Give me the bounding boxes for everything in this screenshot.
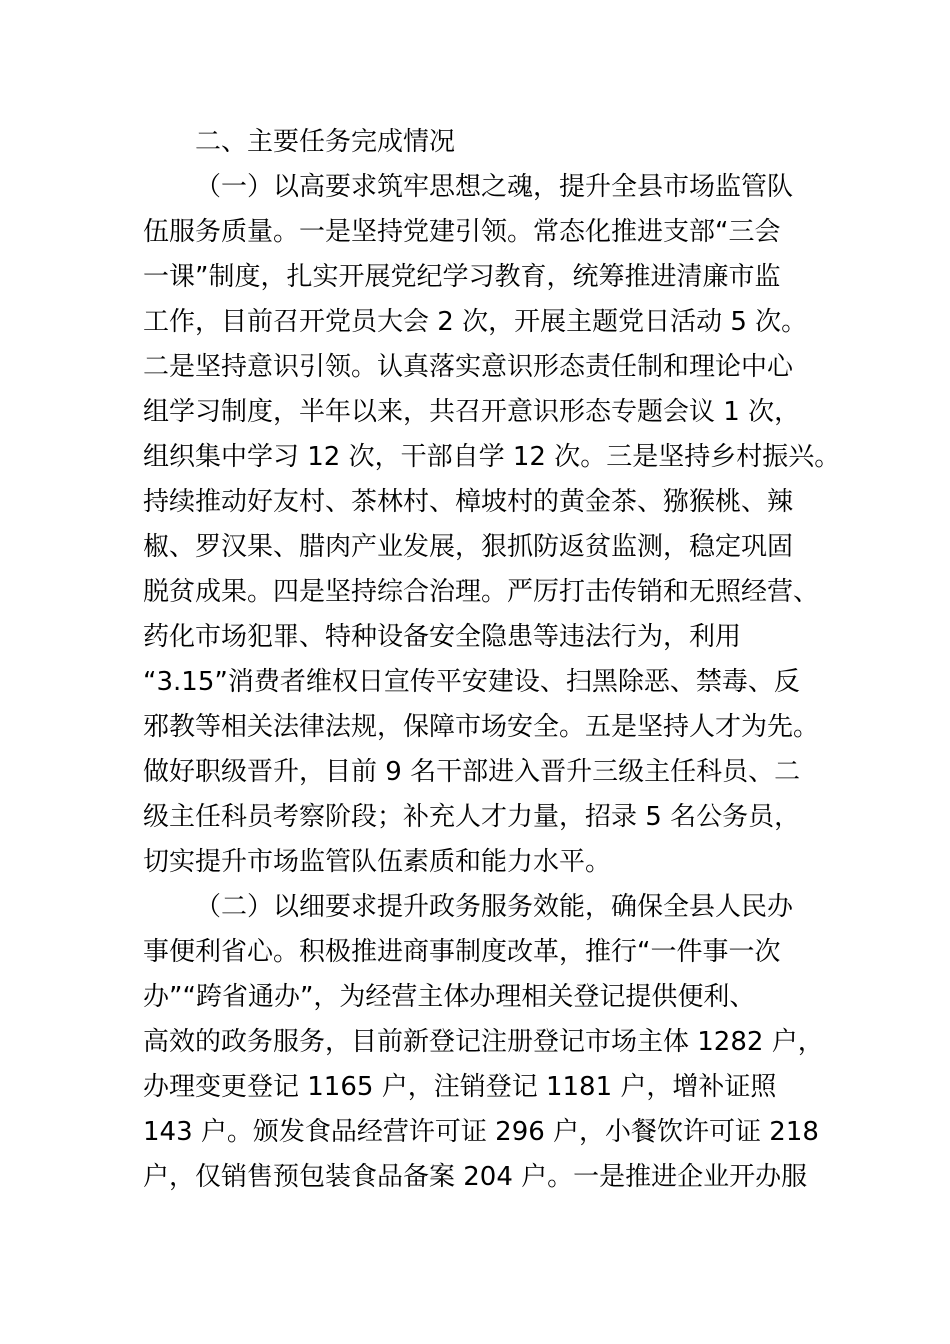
text-line: 药化市场犯罪、特种设备安全隐患等违法行为，利用	[143, 622, 742, 652]
text-line: 椒、罗汉果、腊肉产业发展，狠抓防返贫监测，稳定巩固	[143, 532, 794, 562]
text-line: 143 户。颁发食品经营许可证 296 户，小餐饮许可证 218	[143, 1117, 819, 1147]
text-line: 持续推动好友村、茶林村、樟坡村的黄金茶、猕猴桃、辣	[143, 487, 794, 517]
text-line: 组织集中学习 12 次，干部自学 12 次。三是坚持乡村振兴。	[143, 442, 841, 472]
text-line: 高效的政务服务，目前新登记注册登记市场主体 1282 户，	[143, 1027, 824, 1057]
text-line: 组学习制度，半年以来，共召开意识形态专题会议 1 次，	[143, 397, 801, 427]
text-line: 户，仅销售预包装食品备案 204 户。一是推进企业开办服	[143, 1162, 808, 1192]
text-line: （二）以细要求提升政务服务效能，确保全县人民办	[195, 892, 794, 922]
text-line: 做好职级晋升，目前 9 名干部进入晋升三级主任科员、二	[143, 757, 801, 787]
text-line: （一）以高要求筑牢思想之魂，提升全县市场监管队	[195, 172, 794, 202]
text-line: 伍服务质量。一是坚持党建引领。常态化推进支部“三会	[143, 217, 781, 247]
text-line: 工作，目前召开党员大会 2 次，开展主题党日活动 5 次。	[143, 307, 808, 337]
text-line: 办”“跨省通办”，为经营主体办理相关登记提供便利、	[143, 982, 756, 1012]
text-line: 办理变更登记 1165 户，注销登记 1181 户，增补证照	[143, 1072, 777, 1102]
text-line: 事便利省心。积极推进商事制度改革，推行“一件事一次	[143, 937, 781, 967]
text-line: 脱贫成果。四是坚持综合治理。严厉打击传销和无照经营、	[143, 577, 820, 607]
section-heading: 二、主要任务完成情况	[195, 127, 456, 157]
text-line: 级主任科员考察阶段；补充人才力量，招录 5 名公务员，	[143, 802, 801, 832]
document-body	[143, 120, 841, 1200]
text-line: 切实提升市场监管队伍素质和能力水平。	[143, 847, 612, 877]
text-line: 一课”制度，扎实开展党纪学习教育，统筹推进清廉市监	[143, 262, 781, 292]
text-line: “3.15”消费者维权日宣传平安建设、扫黑除恶、禁毒、反	[143, 667, 800, 697]
text-line: 邪教等相关法律法规，保障市场安全。五是坚持人才为先。	[143, 712, 820, 742]
text-line: 二是坚持意识引领。认真落实意识形态责任制和理论中心	[143, 352, 794, 382]
